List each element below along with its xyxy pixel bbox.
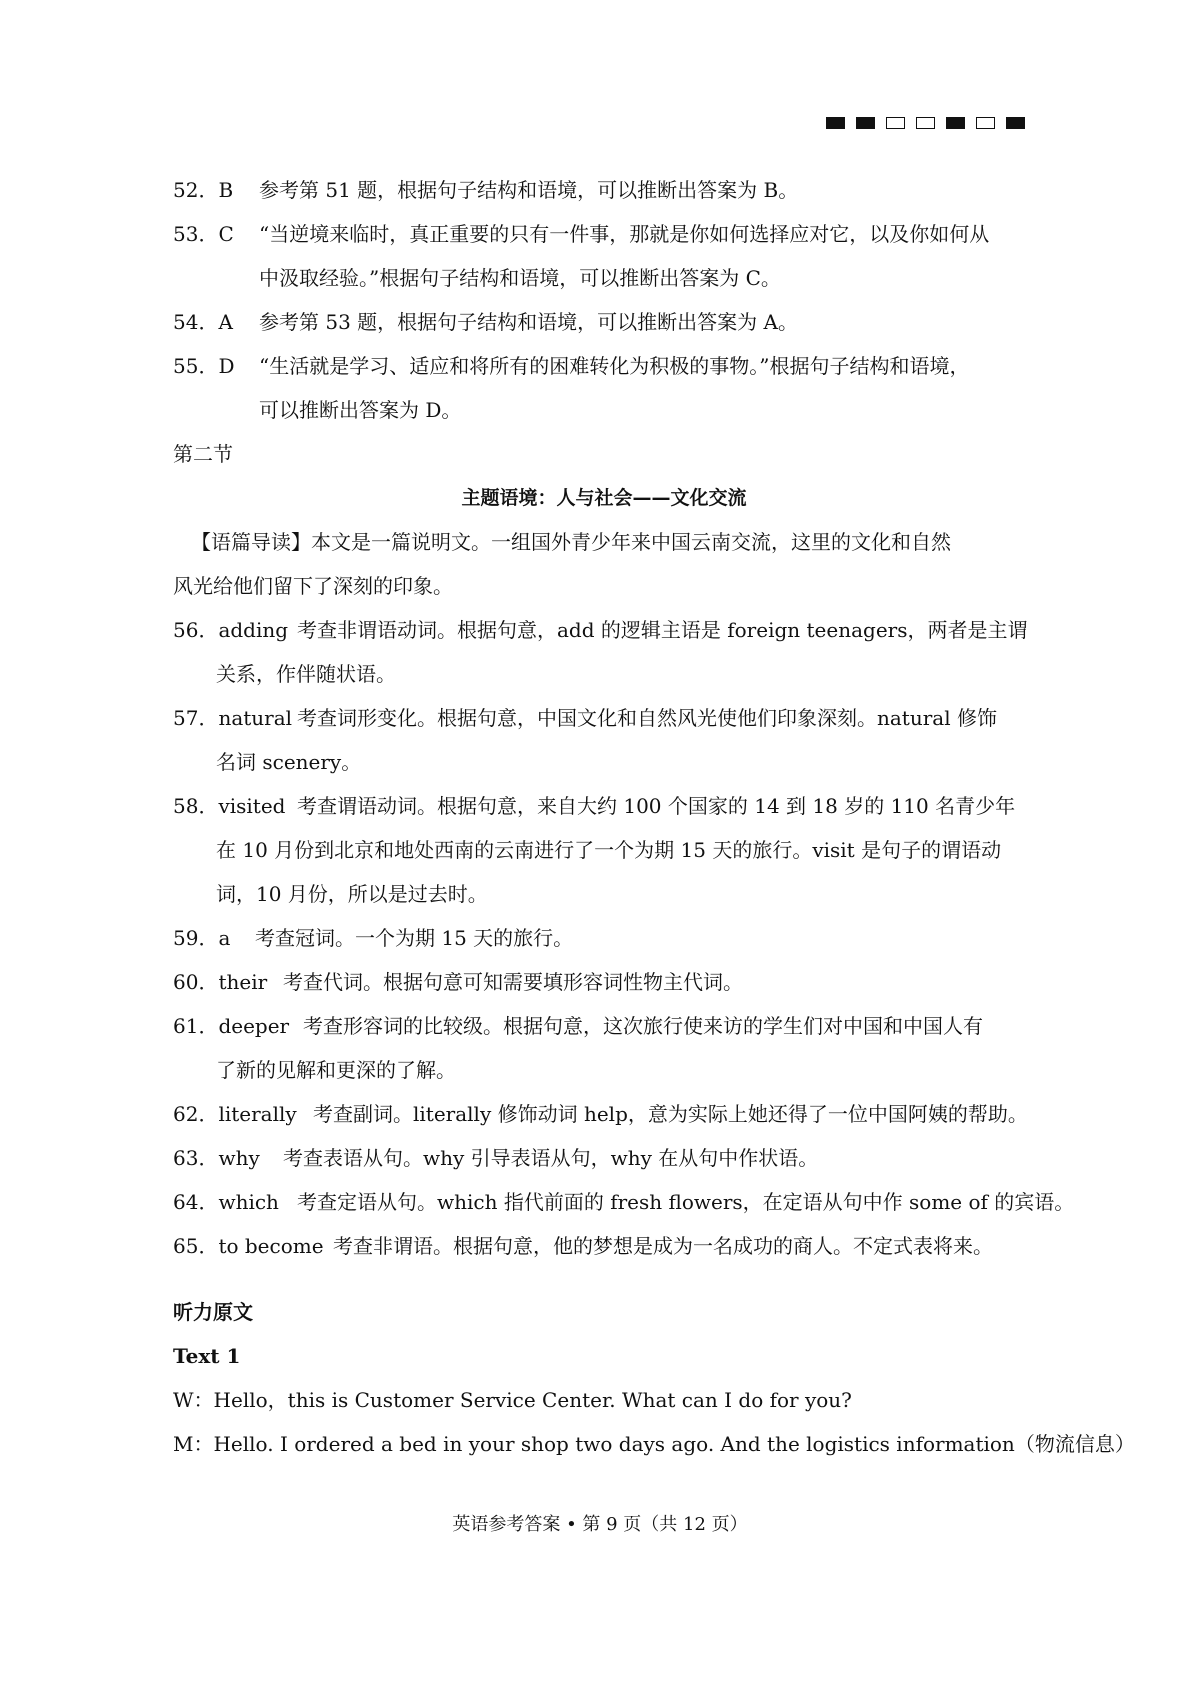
answer-number: 62．literally [173,1102,297,1126]
answer-line [173,784,1035,828]
answer-continuation: 名词 scenery。 [216,750,362,774]
answer-line [173,344,1035,388]
answer-explanation: 考查非谓语。根据句意，他的梦想是成为一名成功的商人。不定式表将来。 [333,1234,993,1258]
answer-line [173,1004,1035,1048]
answer-explanation: 考查代词。根据句意可知需要填形容词性物主代词。 [283,970,743,994]
answer-line [173,916,1035,960]
header-mark-filled [826,117,845,129]
header-mark-filled [1006,117,1025,129]
intro-text: 【语篇导读】本文是一篇说明文。一组国外青少年来中国云南交流，这里的文化和自然 [191,530,951,554]
answer-explanation: 考查表语从句。why 引导表语从句，why 在从句中作状语。 [283,1146,819,1170]
answer-line [173,168,1035,212]
answer-number: 57．natural [173,706,293,730]
header-mark-empty [886,117,905,129]
answer-line [173,696,1035,740]
intro-text: 风光给他们留下了深刻的印象。 [173,574,453,598]
answer-continuation: 关系，作伴随状语。 [216,662,396,686]
header-marks [826,117,1025,131]
answer-line [173,608,1035,652]
answer-explanation: 考查非谓语动词。根据句意，add 的逻辑主语是 foreign teenagers，两者是主谓 [297,618,1028,642]
answer-number: 59．a [173,926,231,950]
answer-line [173,1136,1035,1180]
answer-number: 54．A [173,310,233,334]
header-mark-empty [916,117,935,129]
listening-heading: 听力原文 [173,1300,253,1324]
answer-continuation: 词，10 月份，所以是过去时。 [216,882,488,906]
answer-continuation: 可以推断出答案为 D。 [259,398,462,422]
answer-continuation: 中汲取经验。”根据句子结构和语境，可以推断出答案为 C。 [259,266,781,290]
answer-explanation: 参考第 51 题，根据句子结构和语境，可以推断出答案为 B。 [259,178,799,202]
dialogue-line: W：Hello，this is Customer Service Center. What can I do for you? [173,1388,852,1412]
answer-explanation: 考查副词。literally 修饰动词 help，意为实际上她还得了一位中国阿姨的帮助。 [313,1102,1028,1126]
answer-number: 65．to become [173,1234,324,1258]
answer-number: 61．deeper [173,1014,290,1038]
page-footer: 英语参考答案 • 第 9 页（共 12 页） [452,1514,748,1535]
answer-number: 58．visited [173,794,286,818]
dialogue-line: M：Hello. I ordered a bed in your shop two days ago. And the logistics information（物流信息） [173,1432,1135,1456]
answer-line [173,1224,1035,1268]
theme-title: 主题语境：人与社会——文化交流 [461,487,747,509]
header-mark-filled [856,117,875,129]
answer-number: 56．adding [173,618,289,642]
answer-number: 55．D [173,354,235,378]
answer-line [173,1092,1035,1136]
text-label: Text 1 [173,1344,241,1368]
answer-number: 64．which [173,1190,279,1214]
answer-number: 53．C [173,222,234,246]
spacer [173,1268,1035,1290]
answer-number: 52．B [173,178,234,202]
answer-continuation: 了新的见解和更深的了解。 [216,1058,456,1082]
answer-explanation: 参考第 53 题，根据句子结构和语境，可以推断出答案为 A。 [259,310,798,334]
answer-explanation: 考查冠词。一个为期 15 天的旅行。 [255,926,574,950]
answer-line [173,212,1035,256]
section-label: 第二节 [173,442,233,466]
answer-explanation: 考查词形变化。根据句意，中国文化和自然风光使他们印象深刻。natural 修饰 [297,706,997,730]
header-mark-filled [946,117,965,129]
answer-explanation: 考查定语从句。which 指代前面的 fresh flowers，在定语从句中作 some of 的宾语。 [297,1190,1075,1214]
answer-line [173,300,1035,344]
answer-explanation: 考查形容词的比较级。根据句意，这次旅行使来访的学生们对中国和中国人有 [303,1014,983,1038]
answer-number: 63．why [173,1146,260,1170]
answer-explanation: “当逆境来临时，真正重要的只有一件事，那就是你如何选择应对它，以及你如何从 [259,222,990,246]
answer-line [173,960,1035,1004]
answer-number: 60．their [173,970,268,994]
answer-explanation: 考查谓语动词。根据句意，来自大约 100 个国家的 14 到 18 岁的 110 名青少年 [297,794,1016,818]
answer-explanation: “生活就是学习、适应和将所有的困难转化为积极的事物。”根据句子结构和语境， [259,354,970,378]
header-mark-empty [976,117,995,129]
answer-line [173,1180,1075,1224]
answer-continuation: 在 10 月份到北京和地处西南的云南进行了一个为期 15 天的旅行。visit 是句子的谓语动 [216,838,1002,862]
page-content [173,168,1135,1466]
